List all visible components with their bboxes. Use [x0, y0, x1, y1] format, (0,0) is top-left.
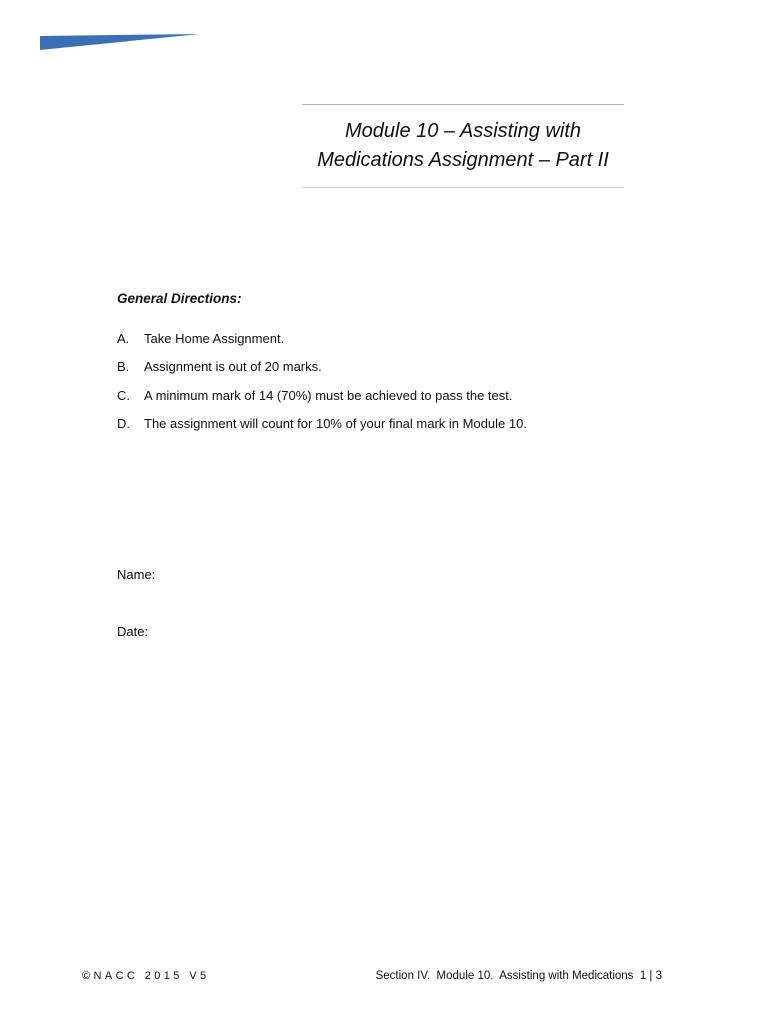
list-item-text: Take Home Assignment. [144, 331, 285, 346]
list-item [117, 358, 527, 386]
footer-page-info: Section IV. Module 10. Assisting with Medications 1 | 3 [375, 970, 662, 982]
list-item-letter: D. [117, 415, 130, 431]
list-item [117, 415, 527, 443]
general-directions-heading: General Directions: [117, 291, 242, 306]
list-item-letter: B. [117, 359, 130, 375]
list-item [117, 387, 527, 415]
list-item [117, 330, 527, 358]
title-block [302, 104, 624, 188]
date-label: Date: [117, 624, 149, 639]
list-item-letter: C. [117, 387, 130, 403]
list-item-text: The assignment will count for 10% of your final mark in Module 10. [144, 415, 527, 431]
footer-copyright: ©NACC 2015 V5 [82, 970, 210, 982]
general-directions-list [117, 330, 527, 443]
header-accent-shape [40, 34, 200, 50]
name-label: Name: [117, 567, 156, 582]
list-item-letter: A. [117, 331, 130, 346]
list-item-text: Assignment is out of 20 marks. [144, 359, 322, 375]
list-item-text: A minimum mark of 14 (70%) must be achieved to pass the test. [144, 387, 513, 403]
page-title [317, 117, 609, 175]
page-title-line-1: Module 10 – Assisting with [344, 120, 582, 142]
page-title-line-2: Medications Assignment – Part II [317, 149, 609, 171]
